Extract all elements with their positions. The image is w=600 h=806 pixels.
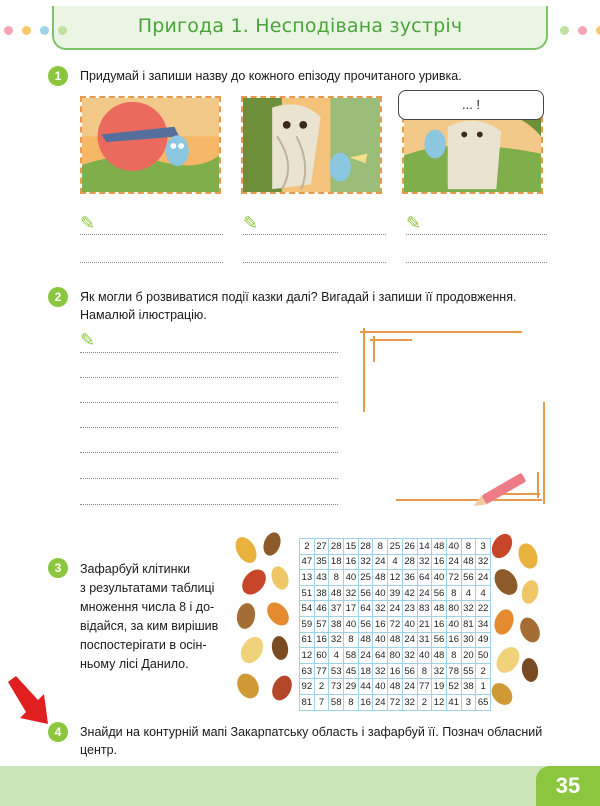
grid-cell[interactable]: 24 <box>402 679 417 695</box>
grid-cell[interactable]: 28 <box>358 539 373 555</box>
grid-cell[interactable]: 24 <box>373 694 388 710</box>
grid-cell[interactable]: 65 <box>476 694 491 710</box>
dot <box>22 26 31 35</box>
grid-cell[interactable]: 56 <box>432 585 447 601</box>
grid-cell[interactable]: 40 <box>432 570 447 586</box>
grid-cell[interactable]: 4 <box>461 585 476 601</box>
grid-cell[interactable]: 13 <box>300 570 315 586</box>
grid-cell[interactable]: 64 <box>373 648 388 664</box>
grid-cell[interactable]: 45 <box>344 663 359 679</box>
grid-cell[interactable]: 25 <box>388 539 403 555</box>
grid-cell[interactable]: 24 <box>476 570 491 586</box>
grid-row <box>300 616 491 632</box>
grid-cell[interactable]: 8 <box>417 663 432 679</box>
grid-cell[interactable]: 72 <box>446 570 461 586</box>
task-2-text-line1: Як могли б розвиватися події казки далі? Вигадай і запиши її продовження. <box>80 290 517 304</box>
write-line[interactable] <box>80 427 338 428</box>
pencil-icon: ✎ <box>80 213 96 233</box>
grid-cell[interactable]: 16 <box>388 663 403 679</box>
grid-cell[interactable]: 16 <box>446 632 461 648</box>
task-4-text-line2: центр. <box>80 743 118 757</box>
grid-cell[interactable]: 2 <box>476 663 491 679</box>
grid-cell[interactable]: 40 <box>446 616 461 632</box>
grid-row <box>300 554 491 570</box>
grid-cell[interactable]: 44 <box>358 679 373 695</box>
write-line[interactable] <box>80 377 338 378</box>
dot <box>40 26 49 35</box>
grid-cell[interactable]: 56 <box>402 663 417 679</box>
task-2-text-line2: Намалюй ілюстрацію. <box>80 308 207 322</box>
grid-row <box>300 570 491 586</box>
grid-cell[interactable]: 58 <box>344 648 359 664</box>
grid-cell[interactable]: 52 <box>446 679 461 695</box>
grid-cell[interactable]: 12 <box>388 570 403 586</box>
grid-cell[interactable]: 48 <box>329 585 344 601</box>
grid-cell[interactable]: 64 <box>358 601 373 617</box>
episode-picture-1 <box>80 96 221 194</box>
grid-cell[interactable]: 2 <box>417 694 432 710</box>
grid-cell[interactable]: 40 <box>344 570 359 586</box>
grid-cell[interactable]: 32 <box>461 601 476 617</box>
grid-cell[interactable]: 36 <box>402 570 417 586</box>
dot <box>560 26 569 35</box>
pencil-icon: ✎ <box>243 213 259 233</box>
grid-cell[interactable]: 14 <box>417 539 432 555</box>
grid-cell[interactable]: 51 <box>300 585 315 601</box>
grid-cell[interactable]: 83 <box>417 601 432 617</box>
grid-cell[interactable]: 20 <box>461 648 476 664</box>
grid-cell[interactable]: 40 <box>373 585 388 601</box>
grid-cell[interactable]: 41 <box>446 694 461 710</box>
grid-cell[interactable]: 48 <box>388 679 403 695</box>
grid-cell[interactable]: 37 <box>329 601 344 617</box>
grid-cell[interactable]: 32 <box>329 632 344 648</box>
grid-cell[interactable]: 12 <box>432 694 447 710</box>
grid-cell[interactable]: 8 <box>461 539 476 555</box>
grid-row <box>300 539 491 555</box>
grid-row <box>300 679 491 695</box>
grid-cell[interactable]: 28 <box>329 539 344 555</box>
grid-cell[interactable]: 53 <box>329 663 344 679</box>
grid-cell[interactable]: 81 <box>461 616 476 632</box>
grid-cell[interactable]: 48 <box>432 601 447 617</box>
grid-row <box>300 648 491 664</box>
dot <box>596 26 600 35</box>
pencil-icon: ✎ <box>80 330 96 350</box>
write-line[interactable] <box>243 234 386 235</box>
task-3-text-line1: Зафарбуй клітинки <box>80 562 191 576</box>
grid-cell[interactable]: 27 <box>314 539 329 555</box>
grid-cell[interactable]: 38 <box>461 679 476 695</box>
grid-cell[interactable]: 48 <box>388 632 403 648</box>
grid-cell[interactable]: 24 <box>402 632 417 648</box>
drawing-frame[interactable] <box>352 322 552 522</box>
grid-cell[interactable]: 58 <box>329 694 344 710</box>
grid-cell[interactable]: 7 <box>314 694 329 710</box>
task-3-text-line3: множення числа 8 і до- <box>80 600 215 614</box>
grid-cell[interactable]: 56 <box>358 585 373 601</box>
grid-cell[interactable]: 55 <box>461 663 476 679</box>
task-number-2: 2 <box>48 287 68 307</box>
grid-row <box>300 632 491 648</box>
grid-cell[interactable]: 77 <box>314 663 329 679</box>
grid-cell[interactable]: 80 <box>446 601 461 617</box>
grid-cell[interactable]: 48 <box>461 554 476 570</box>
grid-cell[interactable]: 56 <box>432 632 447 648</box>
grid-cell[interactable]: 26 <box>402 539 417 555</box>
grid-cell[interactable]: 32 <box>417 554 432 570</box>
grid-cell[interactable]: 61 <box>300 632 315 648</box>
grid-cell[interactable]: 77 <box>417 679 432 695</box>
grid-cell[interactable]: 23 <box>402 601 417 617</box>
episode-picture-2 <box>241 96 382 194</box>
grid-cell[interactable]: 16 <box>432 616 447 632</box>
grid-cell[interactable]: 40 <box>344 616 359 632</box>
grid-cell[interactable]: 32 <box>402 648 417 664</box>
grid-cell[interactable]: 16 <box>314 632 329 648</box>
grid-cell[interactable]: 2 <box>314 679 329 695</box>
multiplication-grid[interactable] <box>299 538 491 711</box>
grid-cell[interactable]: 48 <box>358 632 373 648</box>
grid-cell[interactable]: 16 <box>344 554 359 570</box>
grid-cell[interactable]: 73 <box>329 679 344 695</box>
grid-cell[interactable]: 38 <box>314 585 329 601</box>
grid-cell[interactable]: 38 <box>329 616 344 632</box>
grid-row <box>300 585 491 601</box>
task-number-4: 4 <box>48 722 68 742</box>
grid-cell[interactable]: 81 <box>300 694 315 710</box>
footer-bar <box>0 766 600 806</box>
write-line[interactable] <box>80 478 338 479</box>
grid-cell[interactable]: 17 <box>344 601 359 617</box>
grid-cell[interactable]: 3 <box>476 539 491 555</box>
grid-cell[interactable]: 46 <box>314 601 329 617</box>
grid-cell[interactable]: 48 <box>373 570 388 586</box>
write-line[interactable] <box>406 234 547 235</box>
grid-row <box>300 601 491 617</box>
pencil-icon: ✎ <box>406 213 422 233</box>
write-line[interactable] <box>80 402 338 403</box>
task-3-text-line4: відайся, за ким вирішив <box>80 619 219 633</box>
grid-cell[interactable]: 39 <box>388 585 403 601</box>
grid-cell[interactable]: 2 <box>300 539 315 555</box>
grid-cell[interactable]: 48 <box>432 648 447 664</box>
grid-cell[interactable]: 32 <box>344 585 359 601</box>
grid-cell[interactable]: 40 <box>373 632 388 648</box>
grid-row <box>300 694 491 710</box>
grid-cell[interactable]: 40 <box>373 679 388 695</box>
grid-cell[interactable]: 22 <box>476 601 491 617</box>
grid-cell[interactable]: 12 <box>300 648 315 664</box>
grid-cell[interactable]: 59 <box>300 616 315 632</box>
grid-cell[interactable]: 18 <box>329 554 344 570</box>
grid-cell[interactable]: 78 <box>446 663 461 679</box>
grid-cell[interactable]: 32 <box>402 694 417 710</box>
grid-cell[interactable]: 32 <box>373 601 388 617</box>
speech-bubble: ... ! <box>398 90 544 120</box>
task-3-text-line5: поспостерігати в осін- <box>80 638 207 652</box>
task-1-text: Придумай і запиши назву до кожного епізоду прочитаного уривка. <box>80 69 462 83</box>
grid-cell[interactable]: 8 <box>446 585 461 601</box>
grid-cell[interactable]: 72 <box>388 694 403 710</box>
write-line[interactable] <box>80 452 338 453</box>
grid-cell[interactable]: 32 <box>373 663 388 679</box>
grid-cell[interactable]: 42 <box>402 585 417 601</box>
grid-cell[interactable]: 48 <box>432 539 447 555</box>
write-line[interactable] <box>243 262 386 263</box>
grid-cell[interactable]: 56 <box>358 616 373 632</box>
grid-cell[interactable]: 29 <box>344 679 359 695</box>
write-line[interactable] <box>80 504 338 505</box>
grid-cell[interactable]: 40 <box>402 616 417 632</box>
grid-cell[interactable]: 32 <box>432 663 447 679</box>
grid-cell[interactable]: 1 <box>476 679 491 695</box>
arrow-icon <box>6 676 50 726</box>
grid-cell[interactable]: 8 <box>446 648 461 664</box>
write-line[interactable] <box>80 352 338 353</box>
grid-cell[interactable]: 92 <box>300 679 315 695</box>
grid-cell[interactable]: 57 <box>314 616 329 632</box>
write-line[interactable] <box>406 262 547 263</box>
grid-cell[interactable]: 25 <box>358 570 373 586</box>
grid-cell[interactable]: 16 <box>358 694 373 710</box>
write-line[interactable] <box>80 262 223 263</box>
grid-cell[interactable]: 24 <box>358 648 373 664</box>
grid-cell[interactable]: 31 <box>417 632 432 648</box>
grid-cell[interactable]: 72 <box>388 616 403 632</box>
grid-cell[interactable]: 54 <box>300 601 315 617</box>
grid-cell[interactable]: 34 <box>476 616 491 632</box>
grid-cell[interactable]: 3 <box>461 694 476 710</box>
page-title: Пригода 1. Несподівана зустріч <box>137 15 463 37</box>
grid-cell[interactable]: 40 <box>417 648 432 664</box>
grid-cell[interactable]: 24 <box>446 554 461 570</box>
task-4-text-line1: Знайди на контурній мапі Закарпатську область і зафарбуй її. Познач обласний <box>80 725 543 739</box>
grid-cell[interactable]: 49 <box>476 632 491 648</box>
grid-cell[interactable]: 24 <box>373 554 388 570</box>
task-3-text-line6: ньому лісі Данило. <box>80 657 189 671</box>
grid-cell[interactable]: 8 <box>344 632 359 648</box>
grid-cell[interactable]: 64 <box>417 570 432 586</box>
grid-cell[interactable]: 32 <box>358 554 373 570</box>
grid-cell[interactable]: 80 <box>388 648 403 664</box>
grid-cell[interactable]: 16 <box>432 554 447 570</box>
grid-cell[interactable]: 4 <box>388 554 403 570</box>
grid-cell[interactable]: 16 <box>373 616 388 632</box>
grid-cell[interactable]: 18 <box>358 663 373 679</box>
grid-cell[interactable]: 8 <box>329 570 344 586</box>
grid-cell[interactable]: 50 <box>476 648 491 664</box>
grid-cell[interactable]: 19 <box>432 679 447 695</box>
grid-cell[interactable]: 24 <box>417 585 432 601</box>
grid-cell[interactable]: 47 <box>300 554 315 570</box>
grid-cell[interactable]: 8 <box>344 694 359 710</box>
grid-cell[interactable]: 43 <box>314 570 329 586</box>
dot <box>4 26 13 35</box>
decor-dots-left <box>4 26 67 35</box>
grid-cell[interactable]: 28 <box>402 554 417 570</box>
grid-cell[interactable]: 60 <box>314 648 329 664</box>
dot <box>58 26 67 35</box>
grid-cell[interactable]: 8 <box>373 539 388 555</box>
task-number-3: 3 <box>48 558 68 578</box>
grid-cell[interactable]: 40 <box>446 539 461 555</box>
grid-cell[interactable]: 35 <box>314 554 329 570</box>
grid-cell[interactable]: 56 <box>461 570 476 586</box>
task-number-1: 1 <box>48 66 68 86</box>
task-3-text-line2: з результатами таблиці <box>80 581 215 595</box>
grid-row <box>300 663 491 679</box>
grid-cell[interactable]: 63 <box>300 663 315 679</box>
decor-dots-right <box>560 26 600 35</box>
write-line[interactable] <box>80 234 223 235</box>
page-number: 35 <box>536 766 600 806</box>
grid-cell[interactable]: 4 <box>476 585 491 601</box>
grid-cell[interactable]: 30 <box>461 632 476 648</box>
grid-cell[interactable]: 32 <box>476 554 491 570</box>
grid-cell[interactable]: 15 <box>344 539 359 555</box>
grid-cell[interactable]: 4 <box>329 648 344 664</box>
grid-cell[interactable]: 24 <box>388 601 403 617</box>
dot <box>578 26 587 35</box>
grid-cell[interactable]: 21 <box>417 616 432 632</box>
